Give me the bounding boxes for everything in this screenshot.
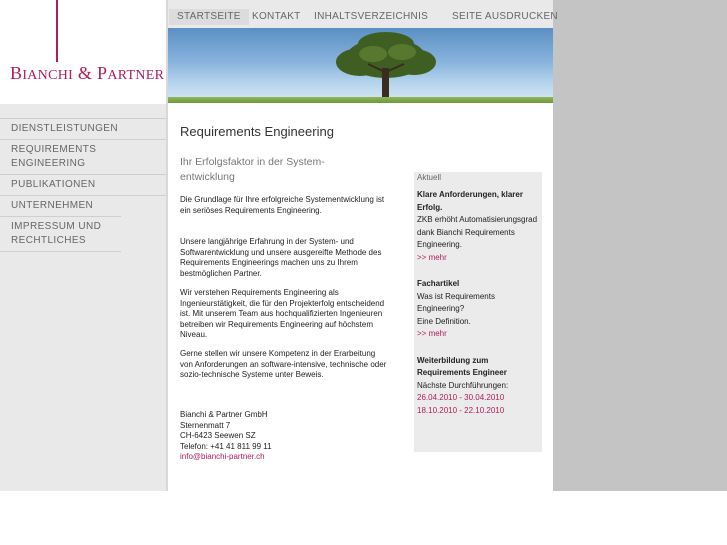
- paragraph-1: Die Grundlage für Ihre erfolgreiche Systementwicklung ist ein seriöses Requirements Engineering.: [180, 195, 385, 215]
- course-date-link[interactable]: 26.04.2010 - 30.04.2010: [417, 393, 505, 402]
- address-block: [180, 410, 272, 463]
- page-subtitle: Ihr Erfolgsfaktor in der System-entwicklung: [180, 156, 325, 183]
- news-text: ZKB erhöht Automatisierungsgrad dank Bianchi Requirements Engineering.: [417, 215, 538, 249]
- sidebar-item-publikationen[interactable]: PUBLIKATIONEN: [0, 174, 166, 195]
- logo[interactable]: [0, 0, 166, 104]
- tab-kontakt[interactable]: KONTAKT: [252, 11, 301, 22]
- paragraph-2: Unsere langjährige Erfahrung in der System- und Softwarentwicklung und unsere ausgereifte Methode des Requirements Engineerings machen uns zu Ihrem bestmöglichen Partner.: [180, 237, 382, 278]
- news-title: Klare Anforderungen, klarer Erfolg.: [417, 190, 523, 212]
- news-text: Was ist Requirements Engineering?: [417, 291, 495, 313]
- address-company: Bianchi & Partner GmbH: [180, 410, 268, 419]
- header-banner-image: [168, 28, 553, 103]
- print-page-link[interactable]: SEITE AUSDRUCKEN: [452, 11, 558, 22]
- more-link[interactable]: >> mehr: [417, 252, 447, 262]
- sidebar-nav: [0, 118, 166, 252]
- main-content: [168, 103, 553, 491]
- tree-image: [168, 28, 553, 103]
- page-title: Requirements Engineering: [180, 124, 334, 139]
- news-item: [417, 189, 541, 264]
- tab-startseite[interactable]: STARTSEITE: [169, 9, 249, 25]
- address-phone: Telefon: +41 41 811 99 11: [180, 441, 272, 451]
- sidebar-item-unternehmen[interactable]: UNTERNEHMEN: [0, 195, 166, 216]
- news-text: Nächste Durchführungen:: [417, 380, 509, 390]
- news-sidebar: [414, 172, 542, 452]
- news-item: [417, 278, 541, 341]
- logo-text: BIANCHI & PARTNER: [10, 63, 165, 83]
- address-city: CH-6423 Seewen SZ: [180, 431, 256, 440]
- paragraph-3: Wir verstehen Requirements Engineering als Ingenieurstätigkeit, die für den Projekterfolg entscheidend ist. Mit unserem Team aus hochqualifizierten Ingenieuren betreiben wir Requirements Engineering auf höchstem Niveau.: [180, 288, 385, 339]
- course-date-link[interactable]: 18.10.2010 - 22.10.2010: [417, 405, 505, 415]
- page-footer-space: [0, 491, 727, 545]
- news-heading: Aktuell: [417, 173, 442, 182]
- news-title: Fachartikel: [417, 279, 460, 288]
- more-link[interactable]: >> mehr: [417, 329, 447, 338]
- address-street: Sternenmatt 7: [180, 420, 231, 430]
- tab-inhaltsverzeichnis[interactable]: INHALTSVERZEICHNIS: [314, 11, 429, 22]
- top-nav: [168, 9, 558, 27]
- paragraph-4: Gerne stellen wir unsere Kompetenz in der Erarbeitung von Anforderungen an software-intensive, technische oder sozio-technische Systeme unter Beweis.: [180, 349, 387, 379]
- sidebar-item-requirements-engineering[interactable]: REQUIREMENTS ENGINEERING: [0, 139, 166, 174]
- sidebar-item-dienstleistungen[interactable]: DIENSTLEISTUNGEN: [0, 118, 166, 139]
- email-link[interactable]: info@bianchi-partner.ch: [180, 452, 265, 461]
- news-title: Weiterbildung zum Requirements Engineer: [417, 355, 507, 377]
- right-margin: [553, 0, 727, 491]
- logo-line: [56, 0, 58, 62]
- news-text: Eine Definition.: [417, 316, 471, 326]
- news-item: [417, 355, 541, 418]
- sidebar-item-impressum[interactable]: IMPRESSUM UND RECHTLICHES: [0, 216, 121, 252]
